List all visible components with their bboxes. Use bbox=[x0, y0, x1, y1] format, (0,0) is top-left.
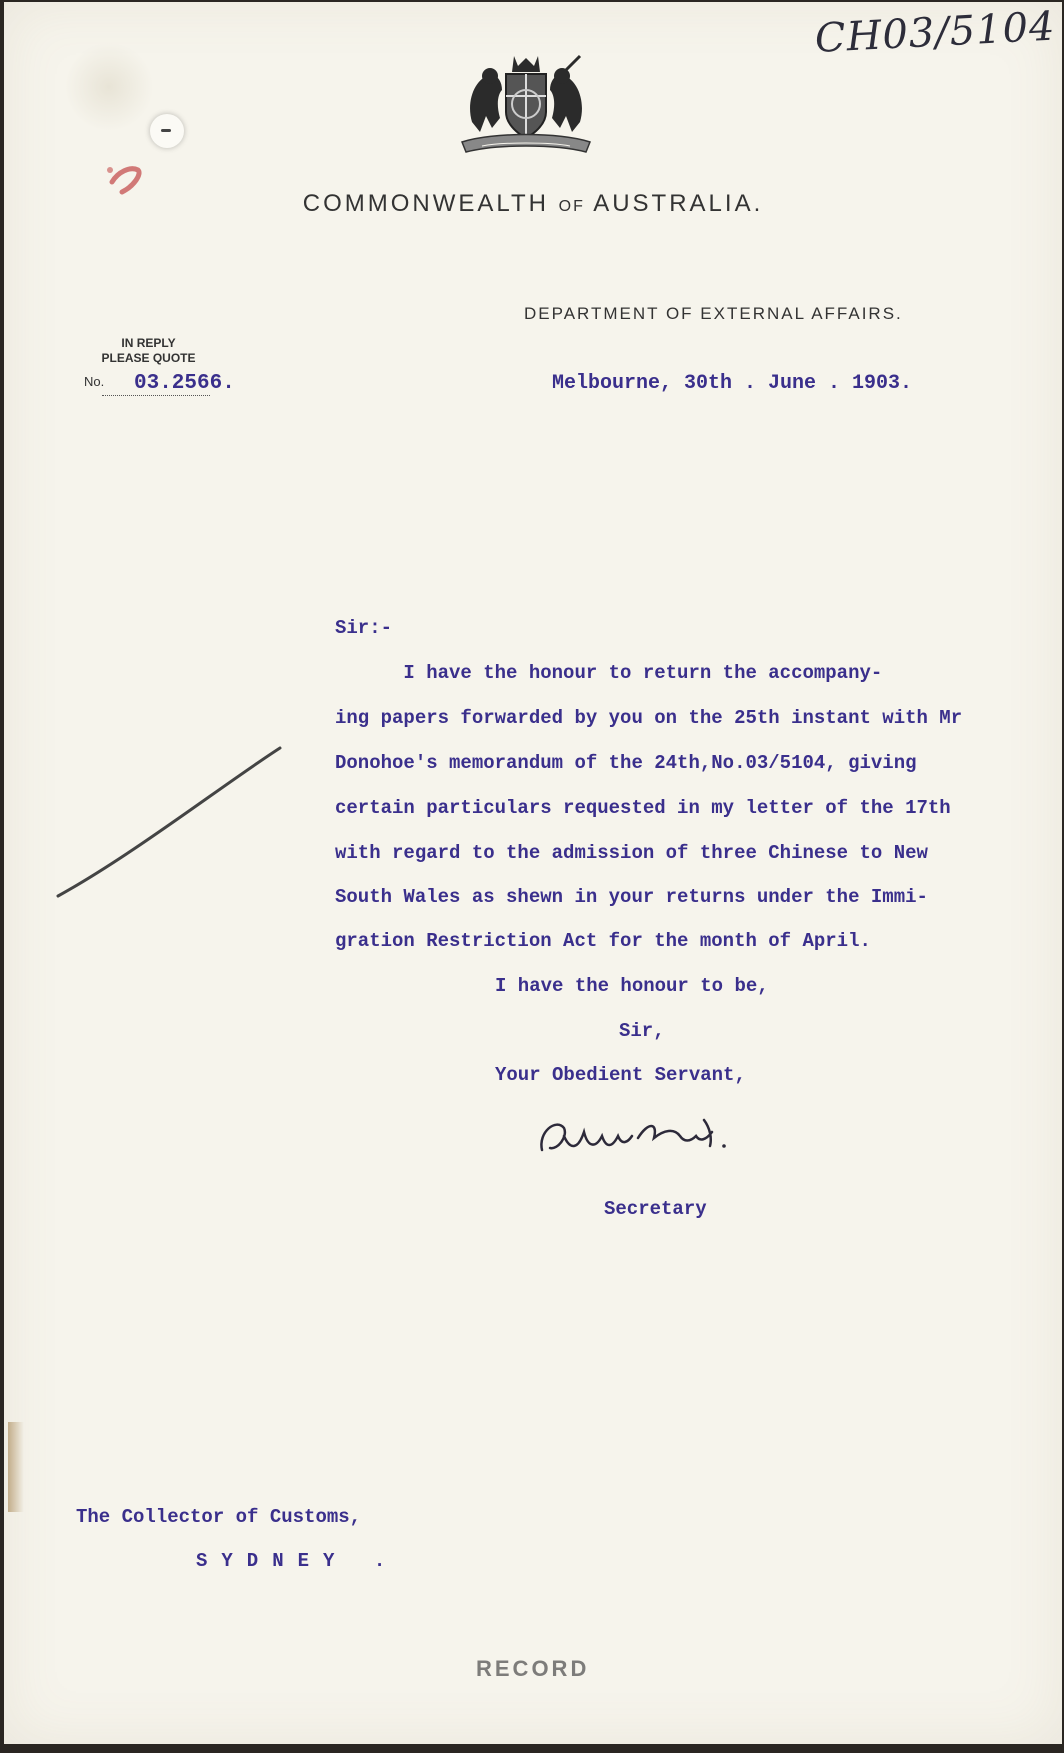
reply-instruction bbox=[86, 336, 211, 366]
closing-line-3: Your Obedient Servant, bbox=[495, 1064, 746, 1086]
body-line: with regard to the admission of three Chinese to New bbox=[335, 842, 928, 864]
closing-line-2: Sir, bbox=[619, 1020, 665, 1042]
letterhead-commonwealth: COMMONWEALTH bbox=[302, 190, 549, 217]
letter-page bbox=[4, 2, 1062, 1744]
archive-reference: CH03/5104 bbox=[813, 3, 1057, 63]
dateline: Melbourne, 30th . June . 1903. bbox=[552, 372, 913, 395]
body-line: South Wales as shewn in your returns under the Immi- bbox=[335, 886, 928, 908]
record-stamp: RECORD bbox=[476, 1656, 590, 1681]
reply-line-1: IN REPLY bbox=[121, 336, 176, 350]
reply-number-label: No. bbox=[84, 374, 105, 389]
punch-hole-icon bbox=[150, 114, 184, 148]
coat-of-arms-icon bbox=[452, 52, 600, 160]
addressee-line: The Collector of Customs, bbox=[76, 1506, 362, 1528]
handwritten-signature bbox=[534, 1102, 744, 1172]
body-line: ing papers forwarded by you on the 25th instant with Mr bbox=[335, 707, 963, 729]
reply-line-2: PLEASE QUOTE bbox=[101, 351, 196, 365]
letterhead-title bbox=[4, 190, 1062, 218]
body-line: gration Restriction Act for the month of April. bbox=[335, 930, 871, 952]
reply-number: 03.2566. bbox=[134, 372, 235, 395]
body-line: Donohoe's memorandum of the 24th,No.03/5104, giving bbox=[335, 752, 917, 774]
salutation: Sir:- bbox=[335, 617, 393, 639]
body-line: certain particulars requested in my letter of the 17th bbox=[335, 797, 951, 819]
signatory-title: Secretary bbox=[604, 1198, 707, 1220]
addressee-city: SYDNEY . bbox=[196, 1550, 400, 1572]
department-heading: DEPARTMENT OF EXTERNAL AFFAIRS. bbox=[524, 304, 903, 323]
letterhead-australia: AUSTRALIA. bbox=[593, 190, 764, 217]
pencil-tick-mark-icon bbox=[54, 744, 284, 904]
letterhead-of: OF bbox=[558, 198, 585, 215]
body-line: I have the honour to return the accompany- bbox=[335, 662, 883, 684]
paper-stain bbox=[64, 42, 154, 132]
edge-stain bbox=[8, 1422, 24, 1512]
closing-line-1: I have the honour to be, bbox=[495, 975, 769, 997]
reply-number-underline bbox=[102, 395, 210, 396]
